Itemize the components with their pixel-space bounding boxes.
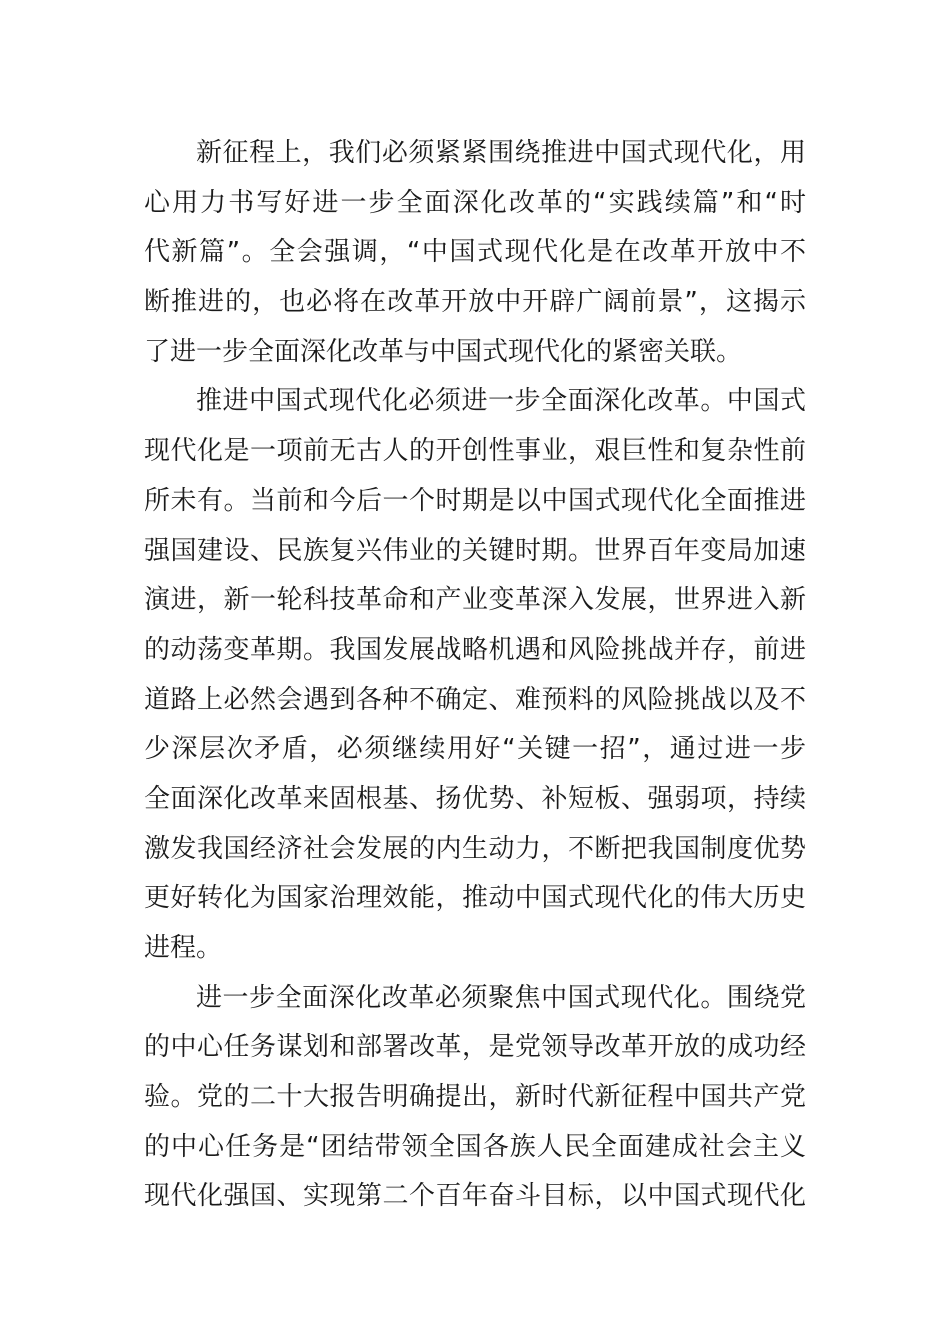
text-line: 推进中国式现代化必须进一步全面深化改革。中国式 bbox=[196, 386, 806, 417]
paragraph-2 bbox=[144, 377, 806, 973]
text-line: 所未有。当前和今后一个时期是以中国式现代化全面推进 bbox=[144, 485, 806, 516]
paragraph-1 bbox=[144, 129, 806, 377]
text-line: 全面深化改革来固根基、扬优势、补短板、强弱项，持续 bbox=[144, 783, 806, 814]
text-line: 激发我国经济社会发展的内生动力，不断把我国制度优势 bbox=[144, 833, 806, 864]
document-body bbox=[144, 129, 806, 1222]
text-line: 代新篇”。全会强调，“中国式现代化是在改革开放中不 bbox=[144, 237, 806, 268]
text-line: 验。党的二十大报告明确提出，新时代新征程中国共产党 bbox=[144, 1082, 806, 1113]
text-line: 心用力书写好进一步全面深化改革的“实践续篇”和“时 bbox=[144, 187, 806, 218]
text-line: 演进，新一轮科技革命和产业变革深入发展，世界进入新 bbox=[144, 585, 806, 616]
text-line: 现代化是一项前无古人的开创性事业，艰巨性和复杂性前 bbox=[144, 436, 806, 467]
text-line: 的中心任务是“团结带领全国各族人民全面建成社会主义 bbox=[144, 1131, 806, 1162]
text-line: 进一步全面深化改革必须聚焦中国式现代化。围绕党 bbox=[196, 982, 806, 1013]
text-line: 道路上必然会遇到各种不确定、难预料的风险挑战以及不 bbox=[144, 684, 806, 715]
text-line: 少深层次矛盾，必须继续用好“关键一招”，通过进一步 bbox=[144, 734, 806, 765]
paragraph-3 bbox=[144, 974, 806, 1222]
text-line: 的中心任务谋划和部署改革，是党领导改革开放的成功经 bbox=[144, 1032, 806, 1063]
text-line: 更好转化为国家治理效能，推动中国式现代化的伟大历史 bbox=[144, 883, 806, 914]
text-line: 了进一步全面深化改革与中国式现代化的紧密关联。 bbox=[144, 336, 743, 367]
text-line: 的动荡变革期。我国发展战略机遇和风险挑战并存，前进 bbox=[144, 634, 806, 665]
text-line: 现代化强国、实现第二个百年奋斗目标，以中国式现代化 bbox=[144, 1181, 806, 1212]
text-line: 新征程上，我们必须紧紧围绕推进中国式现代化，用 bbox=[196, 138, 806, 168]
text-line: 进程。 bbox=[144, 933, 223, 963]
text-line: 断推进的，也必将在改革开放中开辟广阔前景”，这揭示 bbox=[144, 287, 806, 318]
text-line: 强国建设、民族复兴伟业的关键时期。世界百年变局加速 bbox=[144, 535, 806, 566]
